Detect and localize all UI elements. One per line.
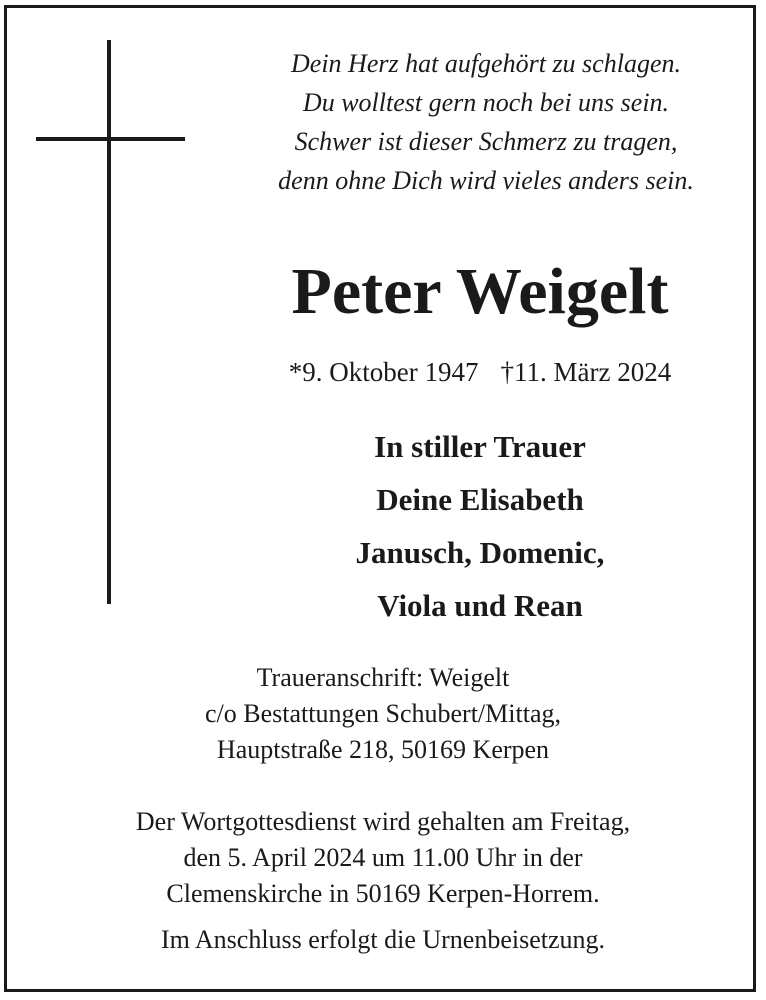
address-line: c/o Bestattungen Schubert/Mittag, — [205, 699, 561, 728]
mourners-line: Deine Elisabeth — [376, 482, 584, 517]
urn-burial-note: Im Anschluss erfolgt die Urnenbeisetzung. — [160, 925, 606, 954]
life-dates — [200, 354, 760, 390]
cross-horizontal-bar — [36, 137, 185, 141]
mourning-address — [0, 660, 766, 768]
service-info — [0, 804, 766, 958]
mourners-line: Viola und Rean — [377, 588, 583, 623]
service-line: den 5. April 2024 um 11.00 Uhr in der — [183, 843, 583, 872]
mourners-block — [200, 420, 760, 632]
death-date: †11. März 2024 — [500, 357, 672, 387]
poem-line: denn ohne Dich wird vieles anders sein. — [278, 166, 694, 195]
cross-vertical-bar — [107, 40, 111, 604]
address-line: Hauptstraße 218, 50169 Kerpen — [216, 735, 550, 764]
poem-line: Schwer ist dieser Schmerz zu tragen, — [294, 127, 678, 156]
deceased-name: Peter Weigelt — [291, 255, 669, 328]
poem-line: Du wolltest gern noch bei uns sein. — [302, 88, 670, 117]
poem-line: Dein Herz hat aufgehört zu schlagen. — [291, 49, 681, 78]
service-line: Der Wortgottesdienst wird gehalten am Freitag, — [135, 807, 631, 836]
memorial-poem — [236, 44, 736, 200]
address-line: Traueranschrift: Weigelt — [256, 663, 510, 692]
mourners-line: In stiller Trauer — [374, 429, 586, 464]
mourners-line: Janusch, Domenic, — [355, 535, 605, 570]
service-line: Clemenskirche in 50169 Kerpen-Horrem. — [166, 879, 600, 908]
birth-date: *9. Oktober 1947 — [288, 357, 479, 387]
